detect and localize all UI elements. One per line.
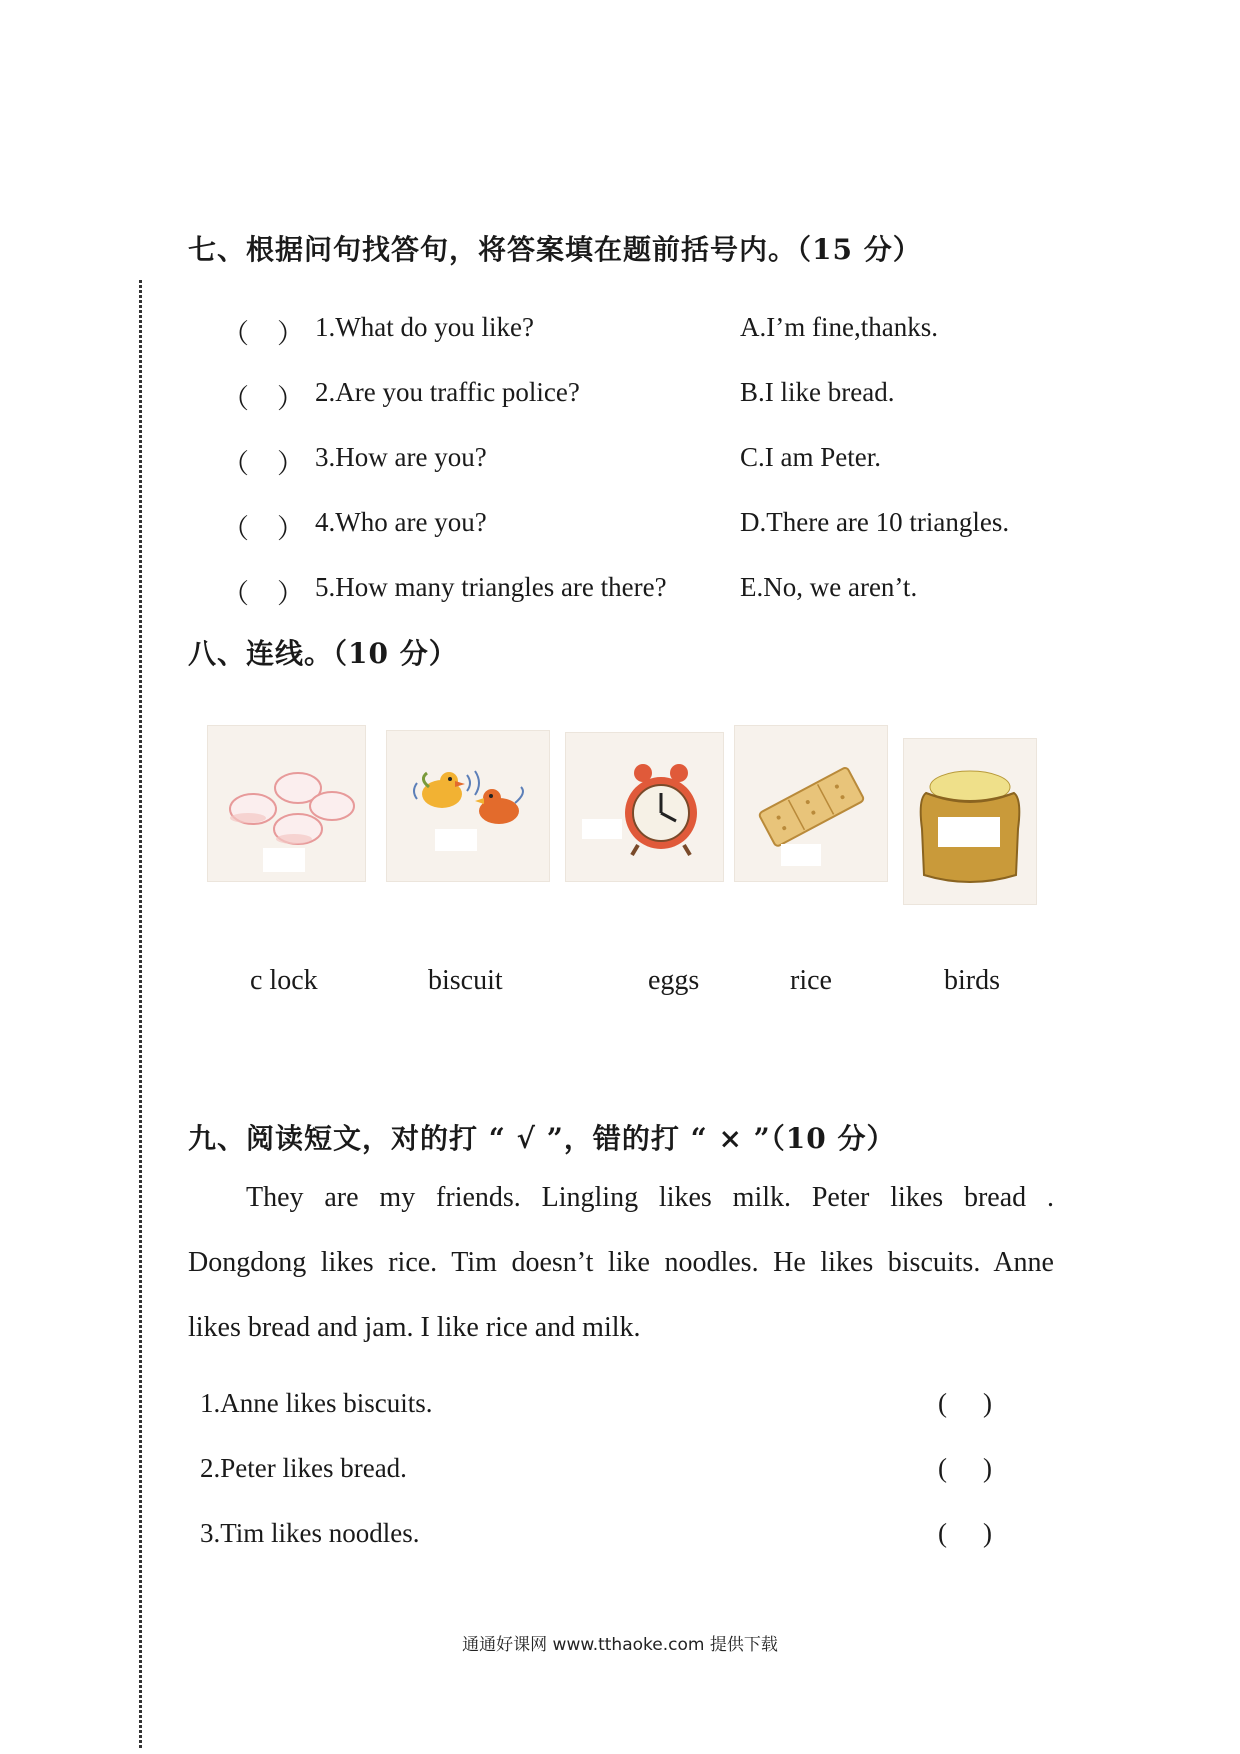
answer-option: A.I’m fine,thanks.	[740, 312, 938, 342]
section7-heading: 七、根据问句找答句，将答案填在题前括号内。（15 分）	[188, 233, 922, 266]
answer-bracket[interactable]: （ ）	[222, 319, 304, 349]
answer-bracket[interactable]: ( )	[938, 1388, 992, 1418]
binding-margin-line	[139, 280, 142, 1750]
question-text: 1.What do you like?	[315, 312, 534, 342]
statement-text: 1.Anne likes biscuits.	[200, 1388, 433, 1418]
birds-image[interactable]	[386, 730, 550, 882]
matching-row-1	[0, 312, 1240, 352]
question-text: 3.How are you?	[315, 442, 487, 472]
question-text: 4.Who are you?	[315, 507, 487, 537]
answer-option: C.I am Peter.	[740, 442, 881, 472]
word-birds[interactable]: birds	[944, 965, 1000, 996]
word-clock[interactable]: c lock	[250, 965, 318, 996]
question-text: 5.How many triangles are there?	[315, 572, 667, 602]
matching-row-5	[0, 572, 1240, 612]
word-rice[interactable]: rice	[790, 965, 832, 996]
eggs-image[interactable]	[207, 725, 366, 882]
section9-heading: 九、阅读短文，对的打 “ √ ”，错的打 “ × ”（10 分）	[188, 1122, 896, 1155]
question-text: 2.Are you traffic police?	[315, 377, 580, 407]
section8-heading: 八、连线。（10 分）	[188, 637, 458, 670]
answer-bracket[interactable]: （ ）	[222, 579, 304, 609]
passage-line-1: They are my friends. Lingling likes milk. Peter likes bread .	[246, 1182, 1054, 1213]
label-blank	[435, 829, 477, 851]
matching-row-3	[0, 442, 1240, 482]
answer-option: B.I like bread.	[740, 377, 895, 407]
matching-row-4	[0, 507, 1240, 547]
statement-text: 2.Peter likes bread.	[200, 1453, 407, 1483]
statement-text: 3.Tim likes noodles.	[200, 1518, 420, 1548]
label-blank	[938, 817, 1000, 847]
answer-bracket[interactable]: ( )	[938, 1518, 992, 1548]
answer-bracket[interactable]: （ ）	[222, 514, 304, 544]
clock-image[interactable]	[565, 732, 724, 882]
answer-bracket[interactable]: （ ）	[222, 449, 304, 479]
matching-row-2	[0, 377, 1240, 417]
word-biscuit[interactable]: biscuit	[428, 965, 503, 996]
answer-bracket[interactable]: （ ）	[222, 384, 304, 414]
word-eggs[interactable]: eggs	[648, 965, 700, 996]
passage-line-2: Dongdong likes rice. Tim doesn’t like noodles. He likes biscuits. Anne	[188, 1247, 1054, 1278]
label-blank	[582, 819, 622, 839]
answer-bracket[interactable]: ( )	[938, 1453, 992, 1483]
biscuit-image[interactable]	[734, 725, 888, 882]
footer-credit: 通通好课网 www.tthaoke.com 提供下载	[462, 1635, 778, 1655]
passage-line-3: likes bread and jam. I like rice and milk.	[188, 1312, 641, 1343]
label-blank	[263, 848, 305, 872]
rice-image[interactable]	[903, 738, 1037, 905]
answer-option: D.There are 10 triangles.	[740, 507, 1010, 537]
label-blank	[781, 844, 821, 866]
answer-option: E.No, we aren’t.	[740, 572, 918, 602]
